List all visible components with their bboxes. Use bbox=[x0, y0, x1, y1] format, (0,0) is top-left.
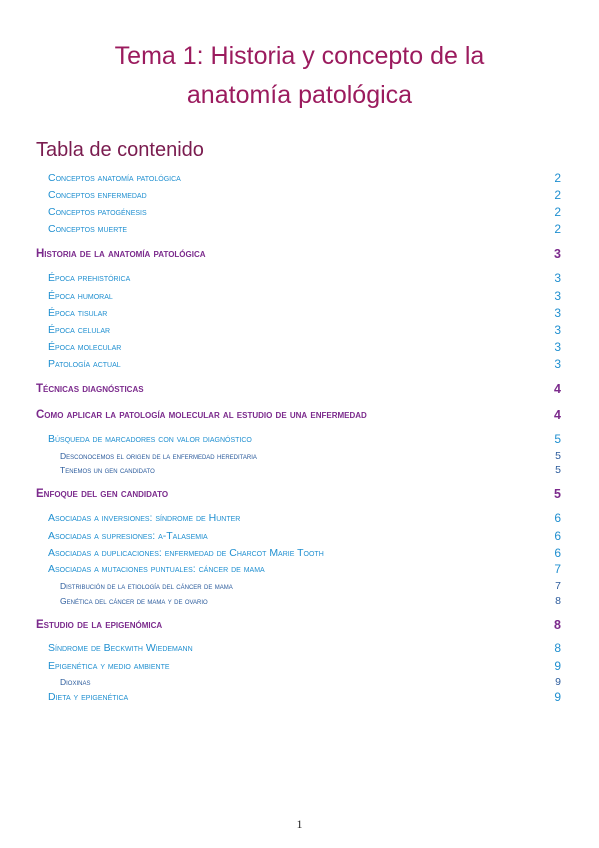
toc-entry[interactable] bbox=[0, 641, 599, 655]
toc-entry[interactable] bbox=[0, 171, 599, 185]
toc-entry-page[interactable]: 5 bbox=[554, 487, 561, 501]
toc-entry-page[interactable]: 8 bbox=[555, 595, 561, 607]
toc-entry-label[interactable]: Asociadas a inversiones: síndrome de Hunter bbox=[48, 512, 241, 524]
toc-entry-page[interactable]: 5 bbox=[555, 464, 561, 476]
toc-entry-page[interactable]: 6 bbox=[554, 529, 561, 543]
toc-entry-label[interactable]: Conceptos muerte bbox=[48, 223, 128, 235]
toc-entry-page[interactable]: 4 bbox=[554, 408, 561, 422]
toc-entry-label[interactable]: Asociadas a supresiones: α-Talasemia bbox=[48, 530, 208, 542]
toc-entry-page[interactable]: 8 bbox=[554, 618, 561, 632]
document-title-line-1: Tema 1: Historia y concepto de la bbox=[114, 42, 485, 70]
toc-entry-page[interactable]: 2 bbox=[554, 205, 561, 219]
toc-entry[interactable] bbox=[0, 357, 599, 371]
toc-entry-page[interactable]: 9 bbox=[554, 659, 561, 673]
toc-entry-page[interactable]: 3 bbox=[554, 271, 561, 285]
toc-entry-page[interactable]: 6 bbox=[554, 546, 561, 560]
toc-entry[interactable] bbox=[0, 449, 599, 463]
toc-entry[interactable] bbox=[0, 222, 599, 236]
toc-entry-page[interactable]: 3 bbox=[554, 247, 561, 261]
toc-entry[interactable] bbox=[0, 205, 599, 219]
toc-entry-page[interactable]: 3 bbox=[554, 323, 561, 337]
toc-entry[interactable] bbox=[0, 562, 599, 576]
toc-entry-label[interactable]: Genética del cáncer de mama y de ovario bbox=[60, 596, 208, 606]
toc-entry-page[interactable]: 8 bbox=[554, 641, 561, 655]
toc-entry-label[interactable]: Estudio de la epigenómica bbox=[36, 619, 163, 631]
toc-entry[interactable] bbox=[0, 247, 599, 261]
toc-entry[interactable] bbox=[0, 188, 599, 202]
toc-entry[interactable] bbox=[0, 323, 599, 337]
toc-entry-label[interactable]: Como aplicar la patología molecular al estudio de una enfermedad bbox=[36, 409, 367, 421]
toc-heading: Tabla de contenido bbox=[36, 139, 204, 161]
toc-entry[interactable] bbox=[0, 659, 599, 673]
toc-entry-label[interactable]: Síndrome de Beckwith Wiedemann bbox=[48, 642, 193, 654]
toc-entry[interactable] bbox=[0, 594, 599, 608]
toc-entry[interactable] bbox=[0, 618, 599, 632]
toc-entry[interactable] bbox=[0, 408, 599, 422]
toc-entry[interactable] bbox=[0, 306, 599, 320]
toc-entry[interactable] bbox=[0, 289, 599, 303]
toc-entry-label[interactable]: Época humoral bbox=[48, 290, 113, 302]
toc-entry-page[interactable]: 2 bbox=[554, 171, 561, 185]
toc-entry[interactable] bbox=[0, 579, 599, 593]
toc-entry[interactable] bbox=[0, 690, 599, 704]
toc-entry-page[interactable]: 7 bbox=[554, 562, 561, 576]
toc-entry-page[interactable]: 3 bbox=[554, 357, 561, 371]
toc-entry-label[interactable]: Época molecular bbox=[48, 341, 122, 353]
toc-entry-label[interactable]: Conceptos anatomía patológica bbox=[48, 172, 181, 184]
page-number: 1 bbox=[296, 817, 303, 831]
toc-entry-label[interactable]: Patología actual bbox=[48, 358, 121, 370]
toc-entry-page[interactable]: 7 bbox=[555, 580, 561, 592]
toc-entry-label[interactable]: Historia de la anatomía patológica bbox=[36, 248, 206, 260]
toc-entry-label[interactable]: Epigenética y medio ambiente bbox=[48, 660, 170, 672]
toc-entry-label[interactable]: Búsqueda de marcadores con valor diagnóstico bbox=[48, 433, 252, 445]
toc-entry-label[interactable]: Distribución de la etiología del cáncer de mama bbox=[60, 581, 233, 591]
toc-entry-page[interactable]: 2 bbox=[554, 188, 561, 202]
toc-entry-page[interactable]: 9 bbox=[555, 676, 561, 688]
toc-entry-page[interactable]: 9 bbox=[554, 690, 561, 704]
toc-entry-label[interactable]: Enfoque del gen candidato bbox=[36, 488, 169, 500]
toc-entry[interactable] bbox=[0, 511, 599, 525]
toc-entry-label[interactable]: Conceptos enfermedad bbox=[48, 189, 147, 201]
toc-entry-page[interactable]: 3 bbox=[554, 289, 561, 303]
toc-entry-label[interactable]: Técnicas diagnósticas bbox=[36, 383, 144, 395]
toc-entry-page[interactable]: 3 bbox=[554, 340, 561, 354]
toc-entry-page[interactable]: 4 bbox=[554, 382, 561, 396]
toc-entry-label[interactable]: Conceptos patogénesis bbox=[48, 206, 147, 218]
toc-entry[interactable] bbox=[0, 271, 599, 285]
toc-entry-label[interactable]: Época prehistórica bbox=[48, 272, 131, 284]
toc-entry-page[interactable]: 6 bbox=[554, 511, 561, 525]
toc-entry-label[interactable]: Dieta y epigenética bbox=[48, 691, 129, 703]
toc-entry-label[interactable]: Asociadas a duplicaciones: enfermedad de Charcot Marie Tooth bbox=[48, 547, 324, 559]
toc-entry-label[interactable]: Desconocemos el origen de la enfermedad hereditaria bbox=[60, 451, 257, 461]
toc-entry-label[interactable]: Época tisular bbox=[48, 307, 108, 319]
document-title-line-2: anatomía patológica bbox=[186, 81, 413, 109]
toc-entry[interactable] bbox=[0, 675, 599, 689]
toc-entry[interactable] bbox=[0, 463, 599, 477]
toc-entry[interactable] bbox=[0, 340, 599, 354]
toc-entry-label[interactable]: Dioxinas bbox=[60, 677, 91, 687]
toc-entry-page[interactable]: 5 bbox=[554, 432, 561, 446]
toc-entry-page[interactable]: 3 bbox=[554, 306, 561, 320]
toc-entry[interactable] bbox=[0, 487, 599, 501]
toc-entry-page[interactable]: 2 bbox=[554, 222, 561, 236]
toc-entry-label[interactable]: Época celular bbox=[48, 324, 111, 336]
toc-entry[interactable] bbox=[0, 529, 599, 543]
toc-entry[interactable] bbox=[0, 432, 599, 446]
toc-entry[interactable] bbox=[0, 546, 599, 560]
toc-entry-label[interactable]: Asociadas a mutaciones puntuales: cáncer de mama bbox=[48, 563, 265, 575]
toc-entry[interactable] bbox=[0, 382, 599, 396]
toc-entry-label[interactable]: Tenemos un gen candidato bbox=[60, 465, 155, 475]
toc-entry-page[interactable]: 5 bbox=[555, 450, 561, 462]
